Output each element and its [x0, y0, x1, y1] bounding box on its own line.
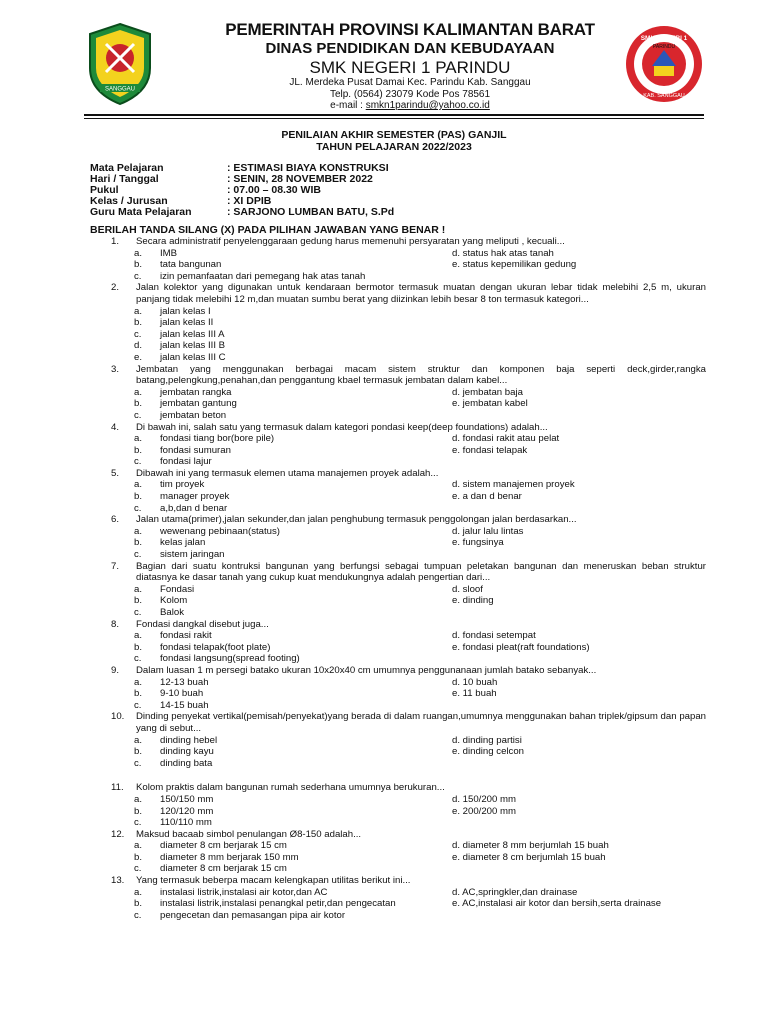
option-row	[0, 607, 768, 619]
info-key: Kelas / Jurusan	[90, 195, 168, 207]
option-a[interactable]: 12-13 buah	[160, 676, 209, 688]
option-b[interactable]: manager proyek	[160, 491, 230, 503]
exam-year: TAHUN PELAJARAN 2022/2023	[316, 141, 472, 153]
option-b[interactable]: fondasi sumuran	[160, 444, 231, 456]
logo-left-caption: SANGGAU	[104, 86, 136, 93]
question-number: 5.	[111, 467, 120, 479]
option-a[interactable]: tim proyek	[160, 479, 205, 491]
option-d[interactable]: d. jembatan baja	[452, 386, 523, 398]
option-letter: a.	[134, 433, 143, 445]
option-d[interactable]: d. jalur lalu lintas	[452, 525, 524, 537]
question-spacer	[0, 769, 768, 782]
option-text[interactable]: jalan kelas III A	[160, 328, 225, 340]
question-text: Fondasi dangkal disebut juga...	[136, 618, 269, 630]
option-row	[0, 653, 768, 665]
header-government: PEMERINTAH PROVINSI KALIMANTAN BARAT	[225, 20, 595, 39]
option-letter: c.	[134, 653, 142, 665]
option-row	[0, 340, 768, 352]
question-number: 10.	[111, 711, 125, 723]
option-c[interactable]: fondasi lajur	[160, 456, 212, 468]
option-letter: b.	[134, 317, 143, 329]
option-c[interactable]: dinding bata	[160, 757, 213, 769]
question-text: Yang termasuk beberpa macam kelengkapan utilitas berikut ini...	[136, 875, 411, 887]
option-row	[0, 840, 768, 852]
option-row	[0, 758, 768, 770]
option-c[interactable]: sistem jaringan	[160, 549, 225, 561]
option-letter: c.	[134, 328, 142, 340]
info-key: Hari / Tanggal	[90, 173, 159, 185]
option-e[interactable]: e. status kepemilikan gedung	[452, 259, 577, 271]
logo-right-caption-top: SMK NEGERI 1	[640, 35, 688, 42]
option-letter: a.	[134, 525, 143, 537]
option-e[interactable]: e. 200/200 mm	[452, 805, 516, 817]
option-d[interactable]: d. fondasi setempat	[452, 630, 536, 642]
question	[0, 665, 768, 677]
info-key: Guru Mata Pelajaran	[90, 206, 192, 218]
option-d[interactable]: d. 150/200 mm	[452, 793, 516, 805]
info-value: : 07.00 – 08.30 WIB	[227, 184, 321, 196]
info-row	[90, 163, 690, 174]
header-divider-thin	[84, 118, 704, 119]
info-row	[90, 185, 690, 196]
option-letter: a.	[134, 305, 143, 317]
option-d[interactable]: d. sloof	[452, 583, 483, 595]
header-email-line	[160, 100, 660, 111]
question-text: Jembatan yang menggunakan berbagai macam sistem struktur dan komponen baja seperti deck,girder,rangka batang,pelengkung,penahan,dan penggantung kbael termasuk jembatan dalam kabel...	[136, 363, 706, 387]
question	[0, 364, 768, 387]
option-letter: e.	[134, 351, 143, 363]
option-d[interactable]: d. diameter 8 mm berjumlah 15 buah	[452, 840, 609, 852]
question	[0, 468, 768, 480]
option-letter: c.	[134, 699, 142, 711]
option-e[interactable]: e. fungsinya	[452, 537, 504, 549]
option-b[interactable]: Kolom	[160, 595, 188, 607]
option-letter: a.	[134, 479, 143, 491]
option-letter: c.	[134, 549, 142, 561]
header-department: DINAS PENDIDIKAN DAN KEBUDAYAAN	[265, 40, 555, 57]
option-row	[0, 863, 768, 875]
info-value: : XI DPIB	[227, 195, 272, 207]
option-d[interactable]: d. sistem manajemen proyek	[452, 479, 575, 491]
option-row	[0, 549, 768, 561]
question-text: Jalan kolektor yang digunakan untuk kendaraan bermotor termasuk muatan dengan ukuran lebar tidak melebihi 2,5 m, ukuran panjang tidak melebihi 12 m,dan muatan sumbu berat yang diizinkan lebih besar 8 ton termasuk kategori...	[136, 282, 706, 305]
header-school-name: SMK NEGERI 1 PARINDU	[309, 58, 511, 77]
option-c[interactable]: a,b,dan d benar	[160, 502, 228, 514]
option-row	[0, 445, 768, 457]
question-text: Di bawah ini, salah satu yang termasuk dalam kategori pondasi keep(deep foundations) adalah...	[136, 421, 548, 433]
option-letter: b.	[134, 641, 143, 653]
question	[0, 619, 768, 631]
info-value: : SARJONO LUMBAN BATU, S.Pd	[227, 206, 395, 218]
option-letter: a.	[134, 386, 143, 398]
option-c[interactable]: 14-15 buah	[160, 699, 209, 711]
option-c[interactable]: izin pemanfaatan dari pemegang hak atas tanah	[160, 270, 366, 282]
option-text[interactable]: jalan kelas I	[160, 305, 211, 317]
option-a[interactable]: instalasi listrik,instalasi air kotor,dan AC	[160, 886, 328, 898]
option-letter: c.	[134, 607, 142, 618]
option-c[interactable]: Balok	[160, 607, 184, 618]
option-row	[0, 526, 768, 538]
option-e[interactable]: e. dinding celcon	[452, 746, 525, 758]
option-c[interactable]: 110/110 mm	[160, 817, 212, 829]
option-letter: a.	[134, 840, 143, 852]
option-row	[0, 887, 768, 899]
option-letter: a.	[134, 583, 143, 595]
option-row	[0, 503, 768, 515]
option-letter: b.	[134, 746, 143, 758]
option-row	[0, 677, 768, 689]
question-number: 8.	[111, 618, 120, 630]
option-row	[0, 584, 768, 596]
header-divider-thick	[84, 114, 704, 116]
info-row	[90, 174, 690, 185]
school-emblem-logo	[624, 22, 704, 106]
option-row	[0, 398, 768, 410]
option-b[interactable]: diameter 8 mm berjarak 150 mm	[160, 851, 299, 863]
option-b[interactable]: instalasi listrik,instalasi penangkal petir,dan pengecatan	[160, 898, 396, 910]
exam-title: PENILAIAN AKHIR SEMESTER (PAS) GANJIL	[281, 129, 507, 141]
option-letter: d.	[134, 340, 143, 352]
option-row	[0, 898, 768, 910]
question-text: Dibawah ini yang termasuk elemen utama manajemen proyek adalah...	[136, 467, 439, 479]
option-row	[0, 248, 768, 260]
option-c[interactable]: pengecetan dan pemasangan pipa air kotor	[160, 909, 346, 921]
option-b[interactable]: jembatan gantung	[160, 398, 237, 410]
option-row	[0, 806, 768, 818]
option-row	[0, 688, 768, 700]
question-text: Bagian dari suatu kontruksi bangunan yang berfungsi sebagai tumpuan peletakan bangunan dan meneruskan beban struktur diatasnya ke dasar tanah yang cukup kuat mendukungnya adalah pengertian dari...	[136, 560, 706, 584]
option-e[interactable]: e. diameter 8 cm berjumlah 15 buah	[452, 851, 606, 863]
option-letter: c.	[134, 270, 142, 282]
option-a[interactable]: fondasi tiang bor(bore pile)	[160, 433, 275, 445]
option-d[interactable]: d. dinding partisi	[452, 734, 522, 746]
option-d[interactable]: d. status hak atas tanah	[452, 247, 554, 259]
option-e[interactable]: e. jembatan kabel	[452, 398, 528, 410]
question-number: 12.	[111, 828, 125, 840]
option-letter: a.	[134, 676, 143, 688]
option-c[interactable]: jembatan beton	[160, 409, 227, 421]
option-letter: b.	[134, 805, 143, 817]
option-letter: a.	[134, 247, 143, 259]
option-letter: b.	[134, 898, 143, 910]
option-letter: c.	[134, 757, 142, 769]
info-key: Pukul	[90, 184, 119, 196]
email-link[interactable]: smkn1parindu@yahoo.co.id	[365, 100, 490, 111]
question	[0, 829, 768, 841]
question-number: 11.	[111, 782, 124, 794]
question-number: 7.	[111, 560, 120, 572]
option-a[interactable]: wewenang pebinaan(status)	[160, 525, 281, 537]
option-a[interactable]: dinding hebel	[160, 734, 218, 746]
option-letter: c.	[134, 909, 142, 921]
logo-right-caption-bottom: KAB. SANGGAU	[643, 93, 685, 99]
question-number: 6.	[111, 514, 120, 526]
info-key: Mata Pelajaran	[90, 162, 164, 174]
option-d[interactable]: d. 10 buah	[452, 676, 498, 688]
option-text[interactable]: jalan kelas III C	[160, 351, 226, 363]
header-address: JL. Merdeka Pusat Damai Kec. Parindu Kab. Sanggau	[289, 77, 531, 88]
question	[0, 711, 768, 734]
option-row	[0, 306, 768, 318]
option-letter: b.	[134, 491, 143, 503]
option-letter: b.	[134, 595, 143, 607]
option-b[interactable]: 120/120 mm	[160, 805, 214, 817]
option-text[interactable]: jalan kelas II	[160, 317, 214, 329]
option-row	[0, 271, 768, 283]
option-row	[0, 479, 768, 491]
option-row	[0, 642, 768, 654]
option-letter: c.	[134, 502, 142, 514]
option-letter: b.	[134, 537, 143, 549]
option-letter: b.	[134, 688, 143, 700]
option-a[interactable]: Fondasi	[160, 583, 195, 595]
option-c[interactable]: fondasi langsung(spread footing)	[160, 653, 300, 665]
question-text: Kolom praktis dalam bangunan rumah sederhana umumnya berukuran...	[136, 782, 445, 794]
option-row	[0, 910, 768, 922]
option-letter: a.	[134, 734, 143, 746]
question-list	[0, 236, 768, 921]
option-row	[0, 817, 768, 829]
option-a[interactable]: IMB	[160, 247, 178, 259]
option-b[interactable]: 9-10 buah	[160, 688, 204, 700]
option-row	[0, 794, 768, 806]
question-number: 9.	[111, 664, 120, 676]
question	[0, 282, 768, 305]
option-letter: a.	[134, 886, 143, 898]
province-emblem-logo	[84, 22, 156, 106]
option-row	[0, 259, 768, 271]
option-letter: c.	[134, 456, 142, 468]
option-row	[0, 700, 768, 712]
option-letter: c.	[134, 409, 142, 421]
question-number: 1.	[111, 236, 120, 247]
question	[0, 514, 768, 526]
option-e[interactable]: e. a dan d benar	[452, 491, 522, 503]
question	[0, 422, 768, 434]
option-letter: a.	[134, 793, 143, 805]
option-letter: b.	[134, 444, 143, 456]
option-row	[0, 537, 768, 549]
option-e[interactable]: e. 11 buah	[452, 688, 497, 700]
info-row	[90, 207, 690, 218]
email-label: e-mail :	[330, 100, 366, 111]
instruction: BERILAH TANDA SILANG (X) PADA PILIHAN JAWABAN YANG BENAR !	[90, 224, 446, 236]
option-row	[0, 746, 768, 758]
question-number: 13.	[111, 875, 125, 887]
option-row	[0, 352, 768, 364]
option-row	[0, 852, 768, 864]
question-number: 3.	[111, 363, 120, 375]
option-e[interactable]: e. dinding	[452, 595, 494, 607]
question	[0, 875, 768, 887]
option-row	[0, 387, 768, 399]
option-row	[0, 329, 768, 341]
info-value: : ESTIMASI BIAYA KONSTRUKSI	[227, 162, 389, 174]
option-a[interactable]: diameter 8 cm berjarak 15 cm	[160, 840, 287, 852]
question-text: Dinding penyekat vertikal(pemisah/penyekat)yang berada di dalam ruangan,umumnya menggunakan bahan triplek/gipsum dan papan yang di sebut...	[136, 711, 706, 734]
option-d[interactable]: d. AC,springkler,dan drainase	[452, 886, 578, 898]
option-d[interactable]: d. fondasi rakit atau pelat	[452, 433, 560, 445]
question-text: Jalan utama(primer),jalan sekunder,dan jalan penghubung termasuk penggolongan jalan berdasarkan...	[136, 514, 577, 526]
option-c[interactable]: diameter 8 cm berjarak 15 cm	[160, 863, 287, 875]
question-number: 4.	[111, 421, 120, 433]
option-letter: a.	[134, 630, 143, 642]
question-number: 2.	[111, 282, 120, 294]
option-e[interactable]: e. fondasi telapak	[452, 444, 528, 456]
option-letter: b.	[134, 259, 143, 271]
option-row	[0, 433, 768, 445]
logo-right-caption-mid: PARINDU	[652, 44, 676, 50]
option-row	[0, 595, 768, 607]
option-b[interactable]: tata bangunan	[160, 259, 222, 271]
option-a[interactable]: jembatan rangka	[160, 386, 232, 398]
option-row	[0, 410, 768, 422]
option-e[interactable]: e. fondasi pleat(raft foundations)	[452, 641, 590, 653]
option-letter: c.	[134, 863, 142, 875]
question-text: Maksud bacaab simbol penulangan Ø8-150 adalah...	[136, 828, 362, 840]
option-letter: b.	[134, 398, 143, 410]
option-row	[0, 317, 768, 329]
option-a[interactable]: 150/150 mm	[160, 793, 214, 805]
option-letter: b.	[134, 851, 143, 863]
option-a[interactable]: fondasi rakit	[160, 630, 212, 642]
question	[0, 782, 768, 794]
info-value: : SENIN, 28 NOVEMBER 2022	[227, 173, 373, 185]
question-text: Dalam luasan 1 m persegi batako ukuran 10x20x40 cm umumnya penggunanaan jumlah batako sebanyak...	[136, 664, 597, 676]
option-row	[0, 456, 768, 468]
option-b[interactable]: dinding kayu	[160, 746, 214, 758]
option-row	[0, 735, 768, 747]
option-b[interactable]: fondasi telapak(foot plate)	[160, 641, 271, 653]
question	[0, 236, 768, 248]
header-phone: Telp. (0564) 23079 Kode Pos 78561	[329, 89, 491, 100]
question	[0, 561, 768, 584]
option-b[interactable]: kelas jalan	[160, 537, 206, 549]
option-row	[0, 491, 768, 503]
option-e[interactable]: e. AC,instalasi air kotor dan bersih,serta drainase	[452, 898, 662, 910]
option-letter: c.	[134, 817, 142, 829]
question-text: Secara administratif penyelenggaraan gedung harus memenuhi persyaratan yang meliputi , kecuali...	[136, 236, 565, 247]
option-row	[0, 630, 768, 642]
exam-info	[90, 163, 690, 218]
option-text[interactable]: jalan kelas III B	[160, 340, 226, 352]
